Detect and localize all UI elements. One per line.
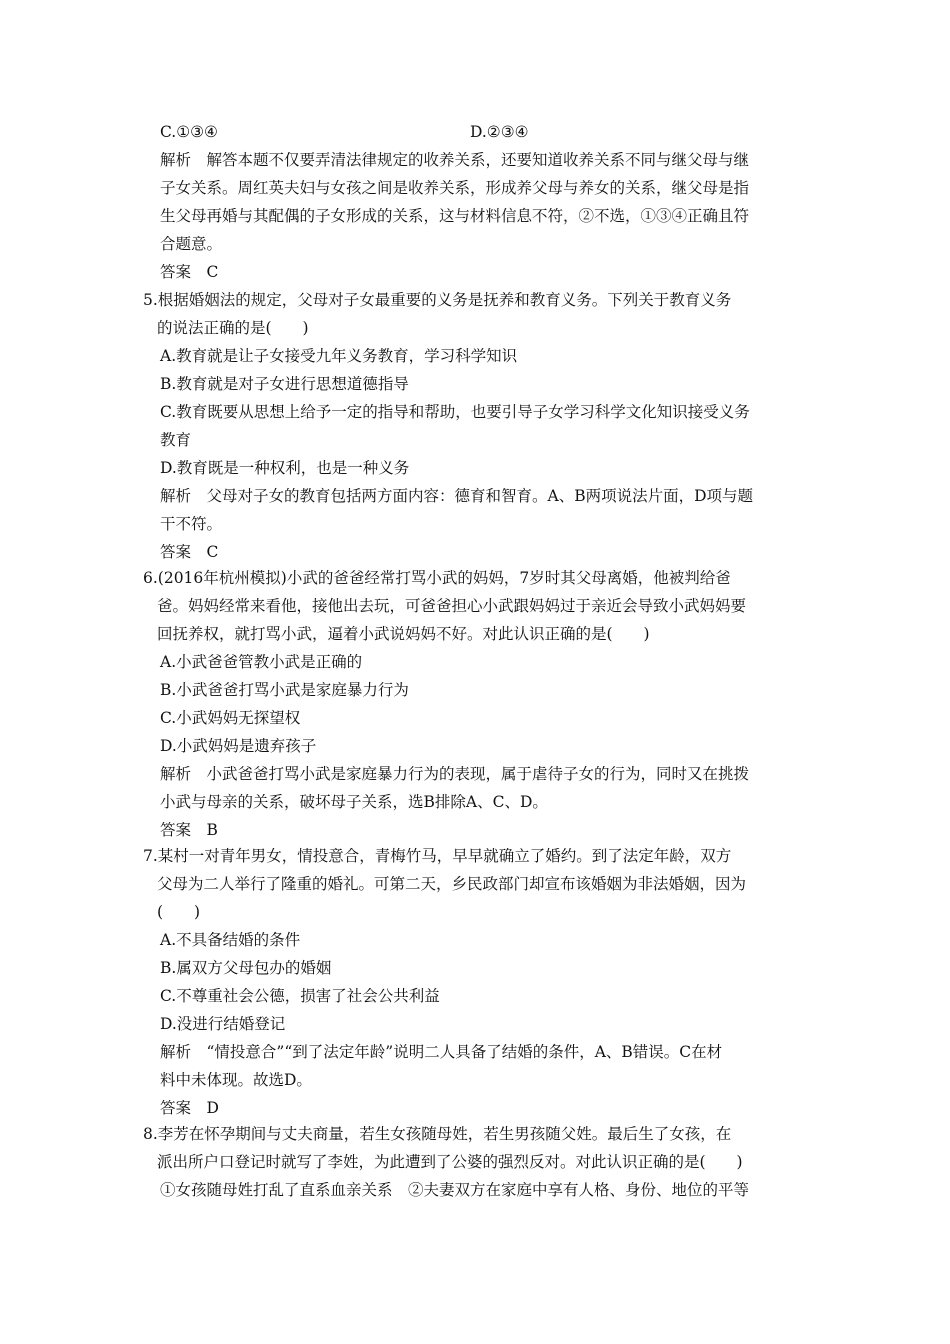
q6-answer: 答案 B xyxy=(160,821,218,839)
prev-option-c: C.①③④ xyxy=(160,123,218,141)
q6-analysis-line: 解析 小武爸爸打骂小武是家庭暴力行为的表现，属于虐待子女的行为，同时又在挑拨 xyxy=(160,765,750,783)
q5-option-c-cont: 教育 xyxy=(160,431,192,449)
q6-stem-line: 6.(2016年杭州模拟)小武的爸爸经常打骂小武的妈妈，7岁时其父母离婚，他被判给爸 xyxy=(143,569,731,587)
q6-option-c: C.小武妈妈无探望权 xyxy=(160,709,301,727)
prev-answer: 答案 C xyxy=(160,263,219,281)
q7-option-b: B.属双方父母包办的婚姻 xyxy=(160,959,332,977)
prev-analysis-line: 解析 解答本题不仅要弄清法律规定的收养关系，还要知道收养关系不同与继父母与继 xyxy=(160,151,750,169)
q5-analysis-line: 干不符。 xyxy=(160,515,223,533)
q5-option-c: C.教育既要从思想上给予一定的指导和帮助，也要引导子女学习科学文化知识接受义务 xyxy=(160,403,750,421)
q7-analysis-line: 料中未体现。故选D。 xyxy=(160,1071,312,1089)
q6-stem-line: 爸。妈妈经常来看他，接他出去玩，可爸爸担心小武跟妈妈过于亲近会导致小武妈妈要 xyxy=(157,597,747,615)
q6-stem-line: 回抚养权，就打骂小武，逼着小武说妈妈不好。对此认识正确的是( ) xyxy=(157,625,650,643)
q8-stem-line: 派出所户口登记时就写了李姓，为此遭到了公婆的强烈反对。对此认识正确的是( ) xyxy=(157,1153,743,1171)
q6-option-d: D.小武妈妈是遗弃孩子 xyxy=(160,737,317,755)
q6-analysis-line: 小武与母亲的关系，破坏母子关系，选B排除A、C、D。 xyxy=(160,793,548,811)
prev-analysis-line: 子女关系。周红英夫妇与女孩之间是收养关系，形成养父母与养女的关系，继父母是指 xyxy=(160,179,750,197)
prev-option-d: D.②③④ xyxy=(470,123,529,141)
prev-analysis-line: 生父母再婚与其配偶的子女形成的关系，这与材料信息不符，②不选，①③④正确且符 xyxy=(160,207,750,225)
q7-stem-line: 7.某村一对青年男女，情投意合，青梅竹马，早早就确立了婚约。到了法定年龄，双方 xyxy=(143,847,732,865)
q7-option-a: A.不具备结婚的条件 xyxy=(160,931,301,949)
q7-analysis-line: 解析 “情投意合”“到了法定年龄”说明二人具备了结婚的条件，A、B错误。C在材 xyxy=(160,1043,723,1061)
q7-stem-line: 父母为二人举行了隆重的婚礼。可第二天，乡民政部门却宣布该婚姻为非法婚姻，因为 xyxy=(157,875,747,893)
q5-stem-line: 的说法正确的是( ) xyxy=(157,319,309,337)
q8-statements-line: ①女孩随母姓打乱了直系血亲关系 ②夫妻双方在家庭中享有人格、身份、地位的平等 xyxy=(160,1181,750,1199)
q5-option-d: D.教育既是一种权利，也是一种义务 xyxy=(160,459,410,477)
prev-analysis-line: 合题意。 xyxy=(160,235,223,253)
q5-option-a: A.教育就是让子女接受九年义务教育，学习科学知识 xyxy=(160,347,518,365)
q5-analysis-line: 解析 父母对子女的教育包括两方面内容：德育和智育。A、B两项说法片面，D项与题 xyxy=(160,487,754,505)
q8-stem-line: 8.李芳在怀孕期间与丈夫商量，若生女孩随母姓，若生男孩随父姓。最后生了女孩，在 xyxy=(143,1125,732,1143)
q5-answer: 答案 C xyxy=(160,543,219,561)
q7-option-c: C.不尊重社会公德，损害了社会公共利益 xyxy=(160,987,440,1005)
q5-stem-line: 5.根据婚姻法的规定，父母对子女最重要的义务是抚养和教育义务。下列关于教育义务 xyxy=(143,291,732,309)
q7-option-d: D.没进行结婚登记 xyxy=(160,1015,286,1033)
q7-stem-line: ( ) xyxy=(157,903,201,921)
q7-answer: 答案 D xyxy=(160,1099,219,1117)
q6-option-a: A.小武爸爸管教小武是正确的 xyxy=(160,653,363,671)
q5-option-b: B.教育就是对子女进行思想道德指导 xyxy=(160,375,409,393)
q6-option-b: B.小武爸爸打骂小武是家庭暴力行为 xyxy=(160,681,409,699)
